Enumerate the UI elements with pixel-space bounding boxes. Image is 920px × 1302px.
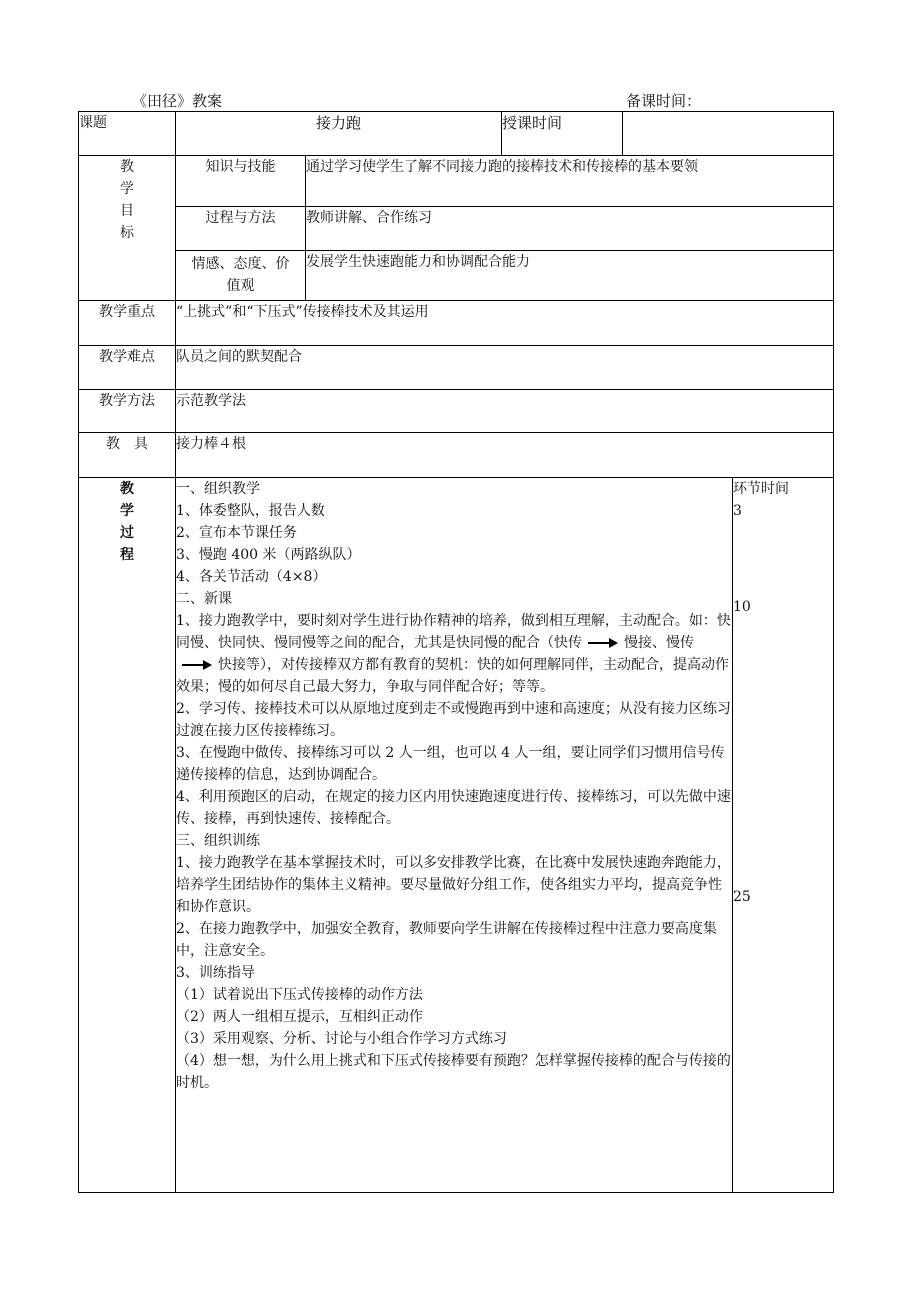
process-label-char: 过 [120, 525, 134, 541]
lesson-plan-table [78, 111, 834, 1193]
objective-row [79, 207, 834, 251]
objectives-label-char: 标 [120, 225, 134, 241]
teach-time-label: 授课时间 [502, 112, 623, 156]
objectives-label-char: 目 [120, 203, 134, 219]
segment-time: 25 [733, 889, 751, 905]
objective-row [79, 251, 834, 301]
equipment-label: 教 具 [79, 433, 176, 478]
objective-label: 知识与技能 [176, 156, 306, 207]
process-line: 1、体委整队，报告人数 [176, 503, 325, 519]
key-points-row [79, 301, 834, 346]
objective-row [79, 156, 834, 207]
equipment-value: 接力棒４根 [176, 433, 834, 478]
segment-time-column [733, 478, 834, 1193]
method-label: 教学方法 [79, 390, 176, 433]
process-content [176, 478, 733, 1193]
objectives-label-char: 学 [120, 181, 134, 197]
process-line: 3、慢跑 400 米（两路纵队） [176, 547, 361, 563]
lesson-plan-title: 《田径》教案 [132, 92, 223, 110]
process-line: 三、组织训练 [176, 833, 260, 849]
key-points-value: “上挑式”和“下压式”传接棒技术及其运用 [176, 301, 834, 346]
process-text: 快接等），对传接棒双方都有教育的契机：快的如何理解同伴，主动配合，提高动作效果；慢的如何尽自己最大努力，争取与同伴配合好；等等。 [176, 657, 729, 695]
objective-label: 情感、态度、价值观 [176, 251, 306, 301]
process-line: 4、各关节活动（4×8） [176, 569, 327, 585]
topic-label: 课题 [79, 112, 176, 156]
segment-time: 3 [733, 503, 742, 519]
difficulties-value: 队员之间的默契配合 [176, 346, 834, 390]
objective-value: 通过学习使学生了解不同接力跑的接棒技术和传接棒的基本要领 [306, 156, 834, 207]
equipment-row [79, 433, 834, 478]
process-label [79, 478, 176, 1193]
segment-time: 10 [733, 599, 751, 615]
objective-label: 过程与方法 [176, 207, 306, 251]
method-row [79, 390, 834, 433]
process-row [79, 478, 834, 1193]
segment-time-header: 环节时间 [733, 481, 790, 497]
process-line: 一、组织教学 [176, 481, 260, 497]
process-line: 4、利用预跑区的启动，在规定的接力区内用快速跑速度进行传、接棒练习，可以先做中速传、接棒，再到快速传、接棒配合。 [176, 789, 731, 827]
right-arrow-icon [588, 638, 618, 648]
process-paragraph [176, 610, 732, 698]
objective-value: 发展学生快速跑能力和协调配合能力 [306, 251, 834, 301]
topic-row [79, 112, 834, 156]
process-label-char: 教 [120, 481, 134, 497]
difficulties-row [79, 346, 834, 390]
process-line: 2、宣布本节课任务 [176, 525, 297, 541]
objectives-label [79, 156, 176, 301]
process-line: 3、训练指导 [176, 965, 255, 981]
topic-value: 接力跑 [176, 112, 502, 156]
teach-time-value [623, 112, 834, 156]
process-text: 1、接力跑教学中，要时刻对学生进行协作精神的培养，做到相互理解，主动配合。如：快同慢、快同快、慢同慢等之间的配合，尤其是快同慢的配合（快传 [176, 613, 731, 651]
process-line: 二、新课 [176, 591, 232, 607]
method-value: 示范教学法 [176, 390, 834, 433]
process-line: 2、学习传、接棒技术可以从原地过度到走不或慢跑再到中速和高速度；从没有接力区练习过渡在接力区传接棒练习。 [176, 701, 731, 739]
process-line: （3）采用观察、分析、讨论与小组合作学习方式练习 [176, 1031, 507, 1047]
process-line: 1、接力跑教学在基本掌握技术时，可以多安排教学比赛，在比赛中发展快速跑奔跑能力，培养学生团结协作的集体主义精神。要尽量做好分组工作，使各组实力平均，提高竞争性和协作意识。 [176, 855, 731, 915]
process-line: （4）想一想，为什么用上挑式和下压式传接棒要有预跑？怎样掌握传接棒的配合与传接的时机。 [176, 1053, 731, 1091]
prep-time-label: 备课时间： [626, 92, 702, 110]
objective-value: 教师讲解、合作练习 [306, 207, 834, 251]
process-line: 3、在慢跑中做传、接棒练习可以 2 人一组，也可以 4 人一组，要让同学们习惯用信号传递传接棒的信息，达到协调配合。 [176, 745, 725, 783]
key-points-label: 教学重点 [79, 301, 176, 346]
process-line: （2）两人一组相互提示，互相纠正动作 [176, 1009, 423, 1025]
process-line: （1）试着说出下压式传接棒的动作方法 [176, 987, 423, 1003]
process-text: 慢接、慢传 [624, 635, 694, 651]
process-label-char: 程 [120, 547, 134, 563]
right-arrow-icon [182, 660, 212, 670]
process-line: 2、在接力跑教学中，加强安全教育，教师要向学生讲解在传接棒过程中注意力要高度集中，注意安全。 [176, 921, 717, 959]
objectives-label-char: 教 [120, 159, 134, 175]
difficulties-label: 教学难点 [79, 346, 176, 390]
process-label-char: 学 [120, 503, 134, 519]
